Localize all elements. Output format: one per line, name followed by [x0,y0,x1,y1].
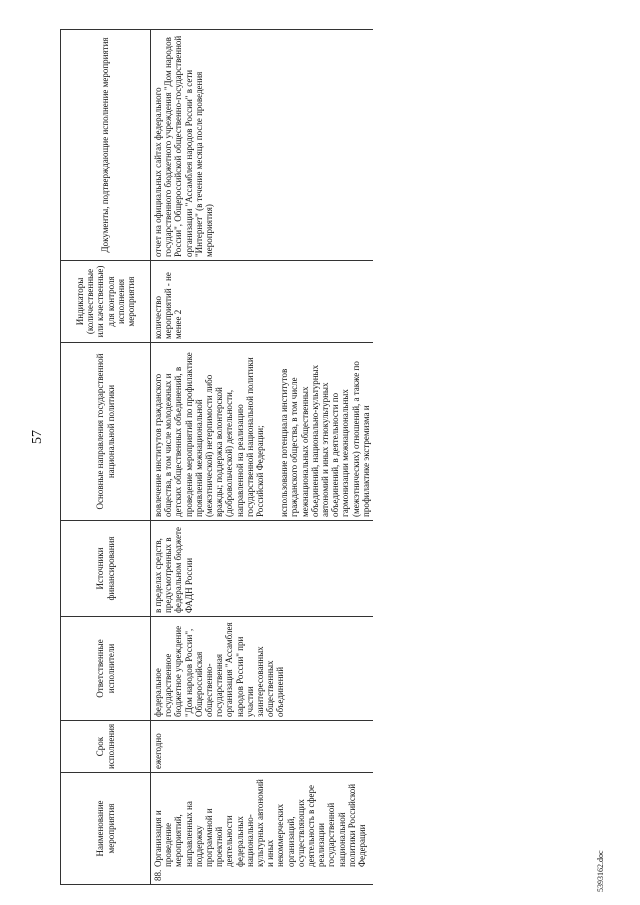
cell-documents: отчет на официальных сайтах федерального государственного бюджетного учреждения "Дом народов России", Общероссийской общественно-государственной организации "Ассамблея народов России" в сети "Интернет" (в течение месяца после проведения мероприятия) [151,30,374,261]
page-number: 57 [30,430,45,444]
table-header-row [61,30,151,885]
cell-directions [151,343,374,521]
cell-indicators: количество мероприятий - не менее 2 [151,261,374,343]
header-deadline: Срок исполнения [61,721,151,773]
file-identifier: 5393162.doc [596,850,605,892]
rotated-table-container [60,30,572,885]
header-funding: Источники финансирования [61,521,151,617]
directions-paragraph-2: использование потенциала институтов гражданского общества, в том числе межнациональных общественных объединений, национально-культурных автономий и иных этнокультурных объединений, в деятельности по гармонизации межнациональных (межэтнических) отношений, а также по профилактике экстремизма и [279,361,371,517]
header-indicators: Индикаторы (количественные или качественные) для контроля исполнения мероприятия [61,261,151,343]
header-responsible: Ответственные исполнители [61,617,151,721]
directions-paragraph-1: вовлечение институтов гражданского общества, в том числе молодежных и детских общественных объединений, в проведение мероприятий по профилактике проявлений межнациональной (межэтнической) нетерпимости либо вражды; поддержка волонтерской (добровольческой) деятельности, направленной на реализацию государственной национальной политики Российской Федерации; [153,352,266,517]
header-name: Наименование мероприятия [61,773,151,885]
event-name: Организация и проведение мероприятий, направленных на поддержку программной и проектной деятельности федеральных национально-культурных автономий и иных некоммерческих организаций, осуществляющих деятельность в сфере реализации государственной национальной политики Российской Федерации [153,779,368,867]
events-table [60,29,373,885]
row-number: 88. [153,869,163,881]
cell-responsible: федеральное государственное бюджетное учреждение "Дом народов России", Общероссийская общественно-государственная организация "Ассамблея народов России" при участии заинтересованных общественных объединений [151,617,374,721]
header-directions: Основные направления государственной национальной политики [61,343,151,521]
cell-name [151,773,374,885]
header-documents: Документы, подтверждающие исполнение мероприятия [61,30,151,261]
table-row [151,30,374,885]
cell-funding: в пределах средств, предусмотренных в федеральном бюджете ФАДН России [151,521,374,617]
cell-deadline: ежегодно [151,721,374,773]
